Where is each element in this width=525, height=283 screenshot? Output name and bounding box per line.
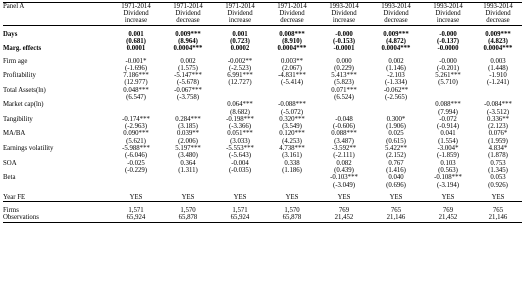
table-cell: -0.0000 bbox=[437, 45, 459, 53]
table-cell: -0.174*** bbox=[122, 115, 150, 123]
table-cell: (1.878) bbox=[488, 152, 508, 160]
table-cell: YES bbox=[110, 194, 162, 202]
table-cell: -4.831*** bbox=[278, 72, 306, 80]
table-cell: 0.053 bbox=[490, 174, 506, 182]
table-cell: 0.088*** bbox=[331, 130, 357, 138]
table-row bbox=[3, 65, 522, 72]
regression-table bbox=[3, 2, 522, 223]
row-label: Observations bbox=[3, 214, 110, 222]
table-cell bbox=[162, 101, 214, 108]
header-cell: 1993-2014 bbox=[318, 3, 370, 11]
table-row bbox=[3, 207, 522, 214]
row-label: Marg. effects bbox=[3, 45, 42, 53]
table-cell: -0.000 bbox=[439, 30, 457, 38]
table-cell: 0.025 bbox=[388, 130, 404, 138]
table-cell: YES bbox=[162, 194, 214, 202]
table-cell: (-0.914) bbox=[436, 123, 460, 131]
table-cell: 1,571 bbox=[128, 207, 144, 215]
table-row bbox=[3, 152, 522, 159]
table-cell: 0.064*** bbox=[227, 101, 253, 109]
table-row bbox=[3, 94, 522, 101]
header-cell: increase bbox=[214, 17, 266, 25]
table-cell: 769 bbox=[442, 207, 454, 215]
header-row bbox=[3, 3, 522, 11]
table-cell: (1.448) bbox=[488, 64, 508, 72]
row-label bbox=[3, 182, 110, 189]
header-cell: Dividend bbox=[279, 10, 305, 18]
table-row bbox=[3, 182, 522, 189]
table-cell: 769 bbox=[338, 207, 350, 215]
row-label: MA/BA bbox=[3, 130, 26, 138]
table-row bbox=[3, 72, 522, 79]
table-cell: 0.001 bbox=[128, 30, 144, 38]
table-cell: -5.147*** bbox=[174, 72, 202, 80]
table-cell: 765 bbox=[390, 207, 402, 215]
table-row bbox=[3, 160, 522, 167]
header-label bbox=[3, 10, 110, 17]
table-cell: (5.621) bbox=[126, 137, 146, 145]
table-cell: (0.229) bbox=[334, 64, 354, 72]
header-cell: 1971-2014 bbox=[214, 3, 266, 11]
table-cell bbox=[214, 182, 266, 189]
table-cell: 0.039** bbox=[176, 130, 200, 138]
table-cell: 0.0002 bbox=[230, 45, 250, 53]
table-cell: 0.002 bbox=[180, 57, 196, 65]
table-cell: 5.413*** bbox=[331, 72, 357, 80]
table-cell: (-6.046) bbox=[124, 152, 148, 160]
table-cell: (8.910) bbox=[282, 37, 302, 45]
table-cell: -0.108*** bbox=[434, 174, 462, 182]
table-cell: 21,452 bbox=[318, 214, 370, 222]
table-row bbox=[3, 58, 522, 65]
table-cell: (-3.512) bbox=[486, 108, 510, 116]
table-cell bbox=[110, 109, 162, 116]
table-cell: 0.0004*** bbox=[381, 45, 411, 53]
header-cell: 1971-2014 bbox=[162, 3, 214, 11]
row-label: Firm age bbox=[3, 57, 28, 65]
table-cell: (1.554) bbox=[438, 137, 458, 145]
table-cell bbox=[162, 182, 214, 189]
table-cell: (1.906) bbox=[386, 123, 406, 131]
table-row bbox=[3, 109, 522, 116]
row-label: Total Assets(ln) bbox=[3, 86, 46, 94]
header-cell: increase bbox=[318, 17, 370, 25]
table-cell: 0.0004*** bbox=[277, 45, 307, 53]
table-cell: (-2.523) bbox=[228, 64, 252, 72]
table-cell: -3.592** bbox=[331, 145, 357, 153]
table-cell: 65,878 bbox=[266, 214, 318, 222]
table-cell: (-2.111) bbox=[333, 152, 355, 160]
table-cell bbox=[422, 94, 474, 101]
table-cell: -0.062** bbox=[383, 86, 409, 94]
row-label: Earnings volatility bbox=[3, 145, 54, 153]
table-cell: (0.681) bbox=[126, 37, 146, 45]
table-cell: 0.009*** bbox=[175, 30, 201, 38]
table-cell: 7.186*** bbox=[123, 72, 149, 80]
table-cell: (0.615) bbox=[386, 137, 406, 145]
table-row bbox=[3, 38, 522, 45]
table-cell: 0.364 bbox=[180, 159, 196, 167]
table-row bbox=[3, 167, 522, 174]
table-cell: 5.197*** bbox=[175, 145, 201, 153]
table-row bbox=[3, 130, 522, 137]
table-cell: 765 bbox=[492, 207, 504, 215]
table-cell: 0.0001 bbox=[126, 45, 146, 53]
table-cell: (3.033) bbox=[230, 137, 250, 145]
table-cell: 0.0004*** bbox=[173, 45, 203, 53]
table-cell: (5.823) bbox=[334, 79, 354, 87]
header-cell: decrease bbox=[370, 17, 422, 25]
table-cell: -0.048 bbox=[335, 115, 353, 123]
table-cell: (0.439) bbox=[334, 166, 354, 174]
table-cell: (0.696) bbox=[386, 181, 406, 189]
table-cell: (5.710) bbox=[438, 79, 458, 87]
table-cell: 65,924 bbox=[110, 214, 162, 222]
header-cell: increase bbox=[422, 17, 474, 25]
row-label bbox=[3, 138, 110, 145]
row-label: Beta bbox=[3, 174, 16, 182]
table-cell bbox=[214, 94, 266, 101]
table-cell: 0.090*** bbox=[123, 130, 149, 138]
table-cell: (-3.366) bbox=[228, 123, 252, 131]
table-cell: 0.120*** bbox=[279, 130, 305, 138]
table-cell bbox=[422, 87, 474, 94]
table-cell: (-3.194) bbox=[436, 181, 460, 189]
table-cell: -0.025 bbox=[127, 159, 145, 167]
table-cell: -2.103 bbox=[387, 72, 405, 80]
header-cell: 1993-2014 bbox=[370, 3, 422, 11]
table-cell: (4.872) bbox=[386, 37, 406, 45]
table-cell: (-1.241) bbox=[486, 79, 510, 87]
table-cell bbox=[318, 109, 370, 116]
table-cell: 0.002 bbox=[388, 57, 404, 65]
row-label: Days bbox=[3, 30, 18, 38]
table-row bbox=[3, 87, 522, 94]
table-cell: 0.338 bbox=[284, 159, 300, 167]
table-cell: 0.284*** bbox=[175, 115, 201, 123]
table-cell: (1.311) bbox=[178, 166, 198, 174]
table-row bbox=[3, 138, 522, 145]
table-cell: (2.152) bbox=[386, 152, 406, 160]
table-cell: 0.753 bbox=[490, 159, 506, 167]
table-cell: 0.009*** bbox=[485, 30, 511, 38]
table-cell: -0.0001 bbox=[333, 45, 355, 53]
table-cell: (2.006) bbox=[178, 137, 198, 145]
table-cell: (-3.049) bbox=[332, 181, 356, 189]
table-cell: (1.345) bbox=[488, 166, 508, 174]
table-cell: 6.991*** bbox=[227, 72, 253, 80]
table-row bbox=[3, 116, 522, 123]
table-cell: (2.067) bbox=[282, 64, 302, 72]
table-cell: -0.002** bbox=[227, 57, 253, 65]
table-cell: -0.001* bbox=[125, 57, 147, 65]
table-cell bbox=[110, 101, 162, 108]
header-cell: Dividend bbox=[383, 10, 409, 18]
row-label bbox=[3, 152, 110, 159]
table-cell bbox=[474, 94, 522, 101]
table-cell bbox=[266, 174, 318, 181]
header-cell: increase bbox=[110, 17, 162, 25]
header-cell: decrease bbox=[474, 17, 522, 25]
table-cell: 0.767 bbox=[388, 159, 404, 167]
table-cell: 21,146 bbox=[474, 214, 522, 222]
table-cell: (1.959) bbox=[488, 137, 508, 145]
table-cell: (-3.758) bbox=[176, 93, 200, 101]
table-cell: (-1.696) bbox=[124, 64, 148, 72]
table-row bbox=[3, 214, 522, 222]
table-cell: 1,571 bbox=[232, 207, 248, 215]
header-cell: Dividend bbox=[123, 10, 149, 18]
table-cell: (0.723) bbox=[230, 37, 250, 45]
table-row bbox=[3, 145, 522, 152]
table-cell: 0.003** bbox=[280, 57, 304, 65]
table-cell bbox=[474, 87, 522, 94]
table-cell: -0.088*** bbox=[278, 101, 306, 109]
header-cell: decrease bbox=[266, 17, 318, 25]
table-cell: -3.004* bbox=[437, 145, 459, 153]
table-cell: YES bbox=[370, 194, 422, 202]
row-label bbox=[3, 167, 110, 174]
row-label bbox=[3, 79, 110, 86]
table-cell: (-0.153) bbox=[332, 37, 356, 45]
table-cell: (-5.414) bbox=[280, 79, 304, 87]
table-cell: (6.547) bbox=[126, 93, 146, 101]
table-cell: 1,570 bbox=[180, 207, 196, 215]
header-cell: Dividend bbox=[485, 10, 511, 18]
table-cell: 0.040 bbox=[388, 174, 404, 182]
row-label bbox=[3, 109, 110, 116]
header-label bbox=[3, 17, 110, 25]
table-cell: (-0.137) bbox=[436, 37, 460, 45]
table-cell: -0.198*** bbox=[226, 115, 254, 123]
table-cell bbox=[162, 109, 214, 116]
table-cell: (0.563) bbox=[438, 166, 458, 174]
table-cell bbox=[110, 182, 162, 189]
table-cell: 0.051*** bbox=[227, 130, 253, 138]
row-label bbox=[3, 65, 110, 72]
table-cell: 0.003 bbox=[490, 57, 506, 65]
table-cell: 5.261*** bbox=[435, 72, 461, 80]
table-cell: (1.416) bbox=[386, 166, 406, 174]
table-cell: (-1.334) bbox=[384, 79, 408, 87]
table-cell: (3.185) bbox=[178, 123, 198, 131]
row-label: Firms bbox=[3, 207, 19, 215]
table-cell bbox=[214, 87, 266, 94]
table-cell: 21,452 bbox=[422, 214, 474, 222]
row-label bbox=[3, 94, 110, 101]
table-cell: (-0.201) bbox=[436, 64, 460, 72]
header-cell: 1993-2014 bbox=[474, 3, 522, 11]
table-cell bbox=[214, 174, 266, 181]
table-cell bbox=[266, 182, 318, 189]
table-cell: 0.041 bbox=[440, 130, 456, 138]
table-cell: -0.072 bbox=[439, 115, 457, 123]
row-label: SOA bbox=[3, 159, 17, 167]
table-cell: 21,146 bbox=[370, 214, 422, 222]
table-cell: (3.487) bbox=[334, 137, 354, 145]
table-cell: -0.000 bbox=[439, 57, 457, 65]
table-cell: 0.336** bbox=[486, 115, 510, 123]
table-cell: (6.524) bbox=[334, 93, 354, 101]
table-cell: (3.161) bbox=[282, 152, 302, 160]
table-cell bbox=[110, 174, 162, 181]
header-cell: 1971-2014 bbox=[266, 3, 318, 11]
header-cell: Dividend bbox=[175, 10, 201, 18]
header-cell: Dividend bbox=[227, 10, 253, 18]
table-cell: 0.001 bbox=[232, 30, 248, 38]
table-cell: -0.004 bbox=[231, 159, 249, 167]
table-cell: YES bbox=[214, 194, 266, 202]
table-cell: (1.146) bbox=[386, 64, 406, 72]
table-cell: (1.575) bbox=[178, 64, 198, 72]
header-row bbox=[3, 10, 522, 17]
table-cell: 4.834* bbox=[488, 145, 508, 153]
table-row bbox=[3, 79, 522, 86]
table-cell: (-2.565) bbox=[384, 93, 408, 101]
table-cell: -5.988*** bbox=[122, 145, 150, 153]
row-label: Year FE bbox=[3, 194, 110, 202]
table-cell: (-1.859) bbox=[436, 152, 460, 160]
header-cell: decrease bbox=[162, 17, 214, 25]
table-cell: 4.738*** bbox=[279, 145, 305, 153]
table-cell: YES bbox=[266, 194, 318, 202]
table-cell: -0.103*** bbox=[330, 174, 358, 182]
table-cell: 0.0004*** bbox=[483, 45, 513, 53]
table-cell: 65,878 bbox=[162, 214, 214, 222]
table-row bbox=[3, 31, 522, 38]
table-cell: 0.088*** bbox=[435, 101, 461, 109]
table-cell bbox=[266, 87, 318, 94]
row-label: Market cap(ln) bbox=[3, 101, 44, 109]
table-row bbox=[3, 101, 522, 108]
table-cell: (-2.963) bbox=[124, 123, 148, 131]
row-label bbox=[3, 38, 110, 45]
table-cell bbox=[370, 109, 422, 116]
table-cell bbox=[162, 174, 214, 181]
table-cell: YES bbox=[474, 194, 522, 202]
header-row bbox=[3, 17, 522, 25]
panel-label: Panel A bbox=[3, 3, 110, 11]
table-cell: (-5.678) bbox=[176, 79, 200, 87]
table-cell: 0.076* bbox=[488, 130, 508, 138]
row-label bbox=[3, 123, 110, 130]
row-label: Tangibility bbox=[3, 115, 33, 123]
table-cell: 5.422** bbox=[384, 145, 408, 153]
table-cell: 0.000 bbox=[336, 57, 352, 65]
table-cell: (-0.035) bbox=[228, 166, 252, 174]
table-cell: (-0.606) bbox=[332, 123, 356, 131]
table-cell: (4.823) bbox=[488, 37, 508, 45]
table-cell: 0.008*** bbox=[279, 30, 305, 38]
table-cell: (2.123) bbox=[488, 123, 508, 131]
table-cell: (7.994) bbox=[438, 108, 458, 116]
header-cell: 1993-2014 bbox=[422, 3, 474, 11]
table-cell: 0.320*** bbox=[279, 115, 305, 123]
table-cell bbox=[370, 101, 422, 108]
table-cell: (12.977) bbox=[124, 79, 148, 87]
table-cell: 0.048*** bbox=[123, 86, 149, 94]
table-row bbox=[3, 174, 522, 181]
table-cell: -0.084*** bbox=[484, 101, 512, 109]
table-cell: (3.549) bbox=[282, 123, 302, 131]
table-cell: 0.300* bbox=[386, 115, 406, 123]
table-cell: (3.480) bbox=[178, 152, 198, 160]
table-cell: 0.009*** bbox=[383, 30, 409, 38]
table-cell bbox=[318, 101, 370, 108]
table-cell: 1,570 bbox=[284, 207, 300, 215]
table-body bbox=[3, 3, 522, 223]
table-cell: -0.000 bbox=[335, 30, 353, 38]
table-cell bbox=[266, 94, 318, 101]
table-row bbox=[3, 123, 522, 130]
table-cell: (-0.229) bbox=[124, 166, 148, 174]
table-cell: (0.926) bbox=[488, 181, 508, 189]
header-cell: Dividend bbox=[435, 10, 461, 18]
table-cell: (8.682) bbox=[230, 108, 250, 116]
table-cell: (8.964) bbox=[178, 37, 198, 45]
table-row bbox=[3, 194, 522, 202]
table-cell: 0.082 bbox=[336, 159, 352, 167]
table-cell: (4.253) bbox=[282, 137, 302, 145]
table-row bbox=[3, 45, 522, 52]
table-cell: YES bbox=[318, 194, 370, 202]
table-cell: (1.186) bbox=[282, 166, 302, 174]
table-cell: (-5.072) bbox=[280, 108, 304, 116]
table-cell: -5.553*** bbox=[226, 145, 254, 153]
table-cell: 0.103 bbox=[440, 159, 456, 167]
table-cell: 65,924 bbox=[214, 214, 266, 222]
table-cell: -0.067*** bbox=[174, 86, 202, 94]
row-label: Profitability bbox=[3, 72, 36, 80]
header-cell: Dividend bbox=[331, 10, 357, 18]
table-cell: 0.071*** bbox=[331, 86, 357, 94]
table-cell: (-5.643) bbox=[228, 152, 252, 160]
table-cell: (12.727) bbox=[228, 79, 252, 87]
header-cell: 1971-2014 bbox=[110, 3, 162, 11]
table-cell: YES bbox=[422, 194, 474, 202]
table-cell: -1.910 bbox=[489, 72, 507, 80]
